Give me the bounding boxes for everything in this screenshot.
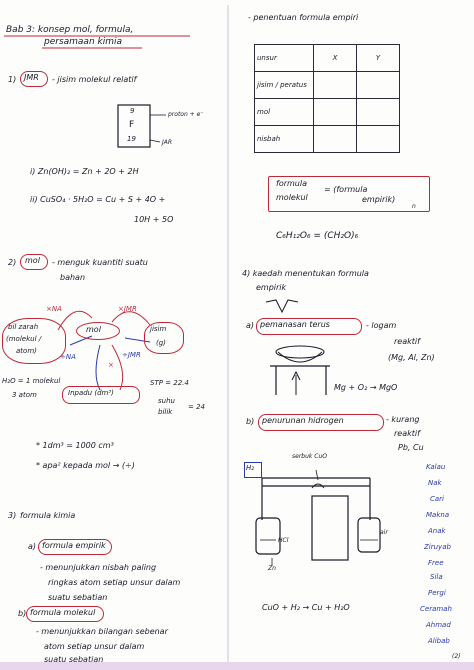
jmr-number: 1)	[8, 75, 17, 84]
proton-label: proton + e⁻	[168, 111, 204, 118]
jar-label: JAR	[162, 139, 173, 146]
isipadu: Inpadu (dm³)	[68, 389, 114, 397]
pem-tag: pemanasan terus	[260, 320, 330, 329]
element-mass-number: 19	[127, 135, 136, 143]
side-name: Pergi	[428, 589, 446, 597]
side-name: Ziruyab	[424, 543, 451, 551]
title-line-2: persamaan kimia	[44, 37, 123, 47]
side-name: Free	[428, 559, 444, 567]
formula-number: 3)	[8, 511, 17, 520]
element-atomic-number: 9	[130, 107, 135, 115]
mol-desc-2: bahan	[60, 273, 86, 282]
pen-desc-2: reaktif	[394, 429, 420, 438]
pem-label: a)	[246, 321, 255, 330]
jmr-tag: JMR	[24, 73, 39, 82]
air-label: air	[380, 529, 388, 536]
table-row	[255, 126, 400, 153]
molekul-desc-1: - menunjukkan bilangan sebenar	[36, 627, 168, 636]
table-row-nisbah: nisbah	[255, 126, 314, 153]
fm-n: n	[412, 203, 416, 210]
fm-eq: = (formula	[324, 185, 368, 194]
page-number: (2)	[452, 653, 461, 660]
jisim-2: (g)	[156, 339, 166, 347]
side-name: Kalau	[426, 463, 446, 471]
flask-left	[256, 518, 280, 554]
h2o-note: H₂O = 1 molekul	[2, 377, 61, 385]
molekul-tag: formula molekul	[30, 608, 96, 617]
crucible	[278, 352, 322, 362]
side-name: Nak	[428, 479, 442, 487]
pem-arrow	[266, 300, 298, 312]
kaedah-2: empirik	[256, 283, 287, 292]
molekul-desc-2: atom setiap unsur dalam	[44, 642, 145, 651]
fm-line-2: molekul	[276, 193, 308, 202]
suhu-2: bilik	[158, 408, 173, 416]
h2-label: H₂	[246, 464, 255, 472]
jmr-example-1: i) Zn(OH)₂ = Zn + 2O + 2H	[30, 167, 139, 176]
suhu-1: suhu	[158, 397, 175, 405]
x-na-label: ×NA	[46, 305, 62, 313]
empirical-heading: - penentuan formula empiri	[248, 13, 359, 22]
heater-stand	[312, 496, 348, 560]
table-header-unsur: unsur	[255, 45, 314, 72]
x-jmr-label: ×JMR	[118, 305, 137, 313]
side-name: Makna	[426, 511, 450, 519]
jar-arrow	[150, 140, 160, 142]
pem-desc-3: (Mg, Al, Zn)	[388, 353, 435, 362]
empirik-desc-1: - menunjukkan nisbah paling	[40, 563, 157, 572]
empirical-table	[254, 44, 400, 153]
serbuk-label: serbuk CuO	[292, 453, 327, 460]
bil-zarah-2: (molekul /	[6, 335, 42, 343]
fm-line-1: formula	[276, 179, 307, 188]
side-name: Sila	[430, 573, 443, 581]
arrow-vol-down	[96, 345, 100, 390]
a-label: a)	[28, 542, 37, 551]
element-symbol: F	[129, 120, 135, 130]
table-row-jisim: jisim / peratus	[255, 72, 314, 99]
empirik-desc-3: suatu sebatian	[48, 593, 108, 602]
table-row	[255, 72, 400, 99]
bil-zarah-1: bil zarah	[8, 323, 39, 331]
fm-eq-2: empirik)	[362, 195, 396, 204]
title-line-1: Bab 3: konsep mol, formula,	[6, 25, 134, 35]
suhu-val: = 24	[188, 403, 205, 411]
mol-desc-1: - menguk kuantiti suatu	[52, 258, 148, 267]
side-name: Ceramah	[420, 605, 452, 613]
times-label: ×	[108, 361, 114, 369]
pen-desc-1: - kurang	[386, 415, 420, 424]
table-row	[255, 99, 400, 126]
pem-desc-1: - logam	[366, 321, 397, 330]
div-jmr-label: ÷JMR	[122, 351, 141, 359]
cuo-eq: CuO + H₂ → Cu + H₂O	[262, 603, 350, 612]
glucose-eq: C₆H₁₂O₆ = (CH₂O)₆	[276, 231, 359, 241]
pen-desc-3: Pb, Cu	[398, 443, 424, 452]
molekul-desc-3: suatu sebatian	[44, 655, 104, 664]
mol-number: 2)	[8, 258, 17, 267]
bil-zarah-3: atom)	[16, 347, 37, 355]
table-header-x: X	[314, 45, 357, 72]
arrow-jmr-top	[112, 312, 150, 325]
jisim-1: jisim	[150, 325, 167, 333]
table-row-mol: mol	[255, 99, 314, 126]
jmr-heading: - jisim molekul relatif	[52, 75, 137, 84]
note-1: * 1dm³ = 1000 cm³	[36, 441, 114, 450]
b-label: b)	[18, 609, 27, 618]
empirik-tag: formula empirik	[42, 541, 106, 550]
atom-note: 3 atom	[12, 391, 37, 399]
table-row	[255, 45, 400, 72]
mg-eq: Mg + O₂ → MgO	[334, 383, 398, 392]
flask-right	[358, 518, 380, 552]
note-2: * apa² kepada mol → (÷)	[36, 461, 135, 470]
hcl-label: HCl	[278, 537, 289, 544]
pen-label: b)	[246, 417, 255, 426]
formula-title: formula kimia	[20, 511, 76, 520]
jmr-example-2a: ii) CuSO₄ · 5H₂O = Cu + S + 4O +	[30, 195, 166, 204]
zn-label: Zn	[268, 565, 276, 572]
stp-note: STP = 22.4	[150, 379, 189, 387]
pem-desc-2: reaktif	[394, 337, 420, 346]
mol-center: mol	[86, 325, 101, 334]
kaedah-1: 4) kaedah menentukan formula	[242, 269, 369, 278]
jmr-example-2b: 10H + 5O	[134, 215, 174, 224]
empirik-desc-2: ringkas atom setiap unsur dalam	[48, 578, 181, 587]
table-header-y: Y	[357, 45, 400, 72]
mol-tag: mol	[25, 256, 40, 265]
side-name: Anak	[428, 527, 446, 535]
side-name: Ahmad	[426, 621, 451, 629]
div-na-label: ÷NA	[60, 353, 76, 361]
side-name: Cari	[430, 495, 444, 503]
side-name: Alibab	[428, 637, 450, 645]
pen-tag: penurunan hidrogen	[262, 416, 344, 425]
